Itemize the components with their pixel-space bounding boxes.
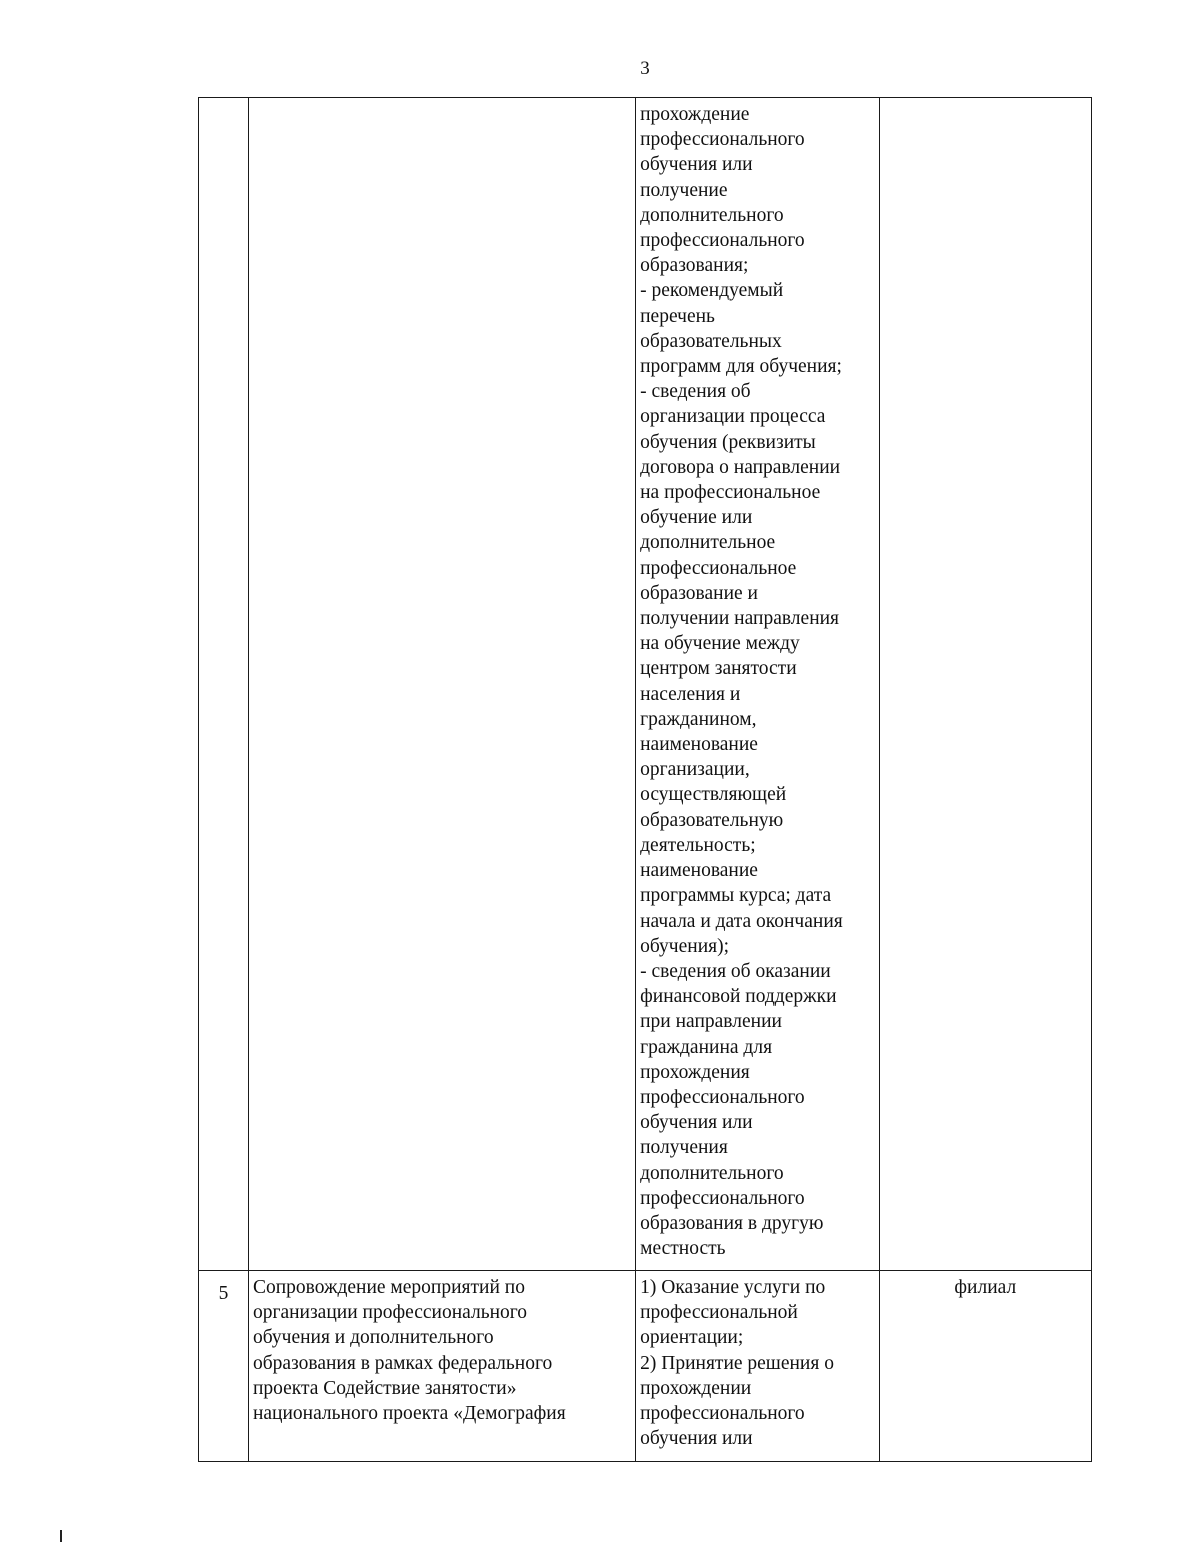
text-line: обучения или <box>640 1428 753 1450</box>
text-line: обучения или <box>640 1112 753 1134</box>
table-row-continued <box>199 98 1092 1271</box>
text-line: проекта Содействие занятости» <box>252 1377 517 1399</box>
text-line: образование и <box>640 582 758 604</box>
text-line: программы курса; дата <box>640 885 832 907</box>
text-line: дополнительное <box>640 532 776 554</box>
executor-cell <box>879 98 1091 1271</box>
text-line: начала и дата окончания <box>640 910 843 932</box>
text-line: гражданином, <box>640 708 757 730</box>
text-line: - рекомендуемый <box>640 280 784 302</box>
text-line: организации процесса <box>640 406 826 428</box>
text-line: образования в другую <box>640 1212 824 1234</box>
executor-cell: филиал <box>879 1271 1091 1462</box>
text-line: перечень <box>640 305 715 327</box>
text-line: деятельность; <box>640 834 756 856</box>
row-number-cell <box>199 98 249 1271</box>
text-line: получении направления <box>640 608 840 630</box>
text-line: обучения и дополнительного <box>252 1327 494 1349</box>
table-row-5 <box>199 1271 1092 1462</box>
text-line: национального проекта «Демография <box>252 1403 566 1425</box>
text-line: Сопровождение мероприятий по <box>252 1277 525 1298</box>
text-line: профессионального <box>640 1403 805 1425</box>
text-line: прохождение <box>640 104 750 125</box>
row-number-cell: 5 <box>199 1271 249 1462</box>
text-line: обучение или <box>640 507 753 529</box>
margin-mark <box>60 1530 62 1542</box>
result-cell <box>636 98 880 1271</box>
text-line: профессионального <box>640 230 805 252</box>
text-line: населения и <box>640 683 741 705</box>
text-line: профессиональной <box>640 1302 798 1324</box>
text-line: на обучение между <box>640 633 800 655</box>
text-line: договора о направлении <box>640 456 841 478</box>
text-line: обучения); <box>640 935 730 957</box>
text-line: профессионального <box>640 129 805 151</box>
measures-table <box>198 97 1092 1462</box>
text-line: программ для обучения; <box>640 356 842 378</box>
text-line: образования в рамках федерального <box>252 1352 553 1374</box>
measure-name-cell <box>248 98 635 1271</box>
text-line: центром занятости <box>640 658 797 680</box>
text-line: 1) Оказание услуги по <box>640 1277 826 1298</box>
text-line: профессионального <box>640 1187 805 1209</box>
text-line: обучения (реквизиты <box>640 431 816 453</box>
text-line: образования; <box>640 255 749 277</box>
text-line: на профессиональное <box>640 482 821 504</box>
text-line: - сведения об <box>640 381 751 403</box>
page-number: 3 <box>640 58 650 79</box>
text-line: организации профессионального <box>252 1302 528 1324</box>
result-cell <box>636 1271 880 1462</box>
text-line: ориентации; <box>640 1327 744 1349</box>
text-line: дополнительного <box>640 1162 784 1184</box>
text-line: дополнительного <box>640 204 784 226</box>
text-line: наименование <box>640 734 758 756</box>
text-line: финансовой поддержки <box>640 986 837 1008</box>
text-line: профессиональное <box>640 557 797 579</box>
text-line: образовательных <box>640 330 782 352</box>
text-line: образовательную <box>640 809 784 831</box>
text-line: - сведения об оказании <box>640 960 831 982</box>
text-line: осуществляющей <box>640 784 787 806</box>
text-line: наименование <box>640 860 758 882</box>
text-line: местность <box>640 1238 726 1260</box>
text-line: 2) Принятие решения о <box>640 1352 834 1374</box>
text-line: при направлении <box>640 1011 782 1033</box>
text-line: получения <box>640 1137 728 1159</box>
text-line: прохождении <box>640 1377 752 1399</box>
text-line: гражданина для <box>640 1036 773 1058</box>
text-line: организации, <box>640 759 750 781</box>
text-line: получение <box>640 179 728 201</box>
text-line: обучения или <box>640 154 753 176</box>
text-line: прохождения <box>640 1061 750 1083</box>
text-line: профессионального <box>640 1086 805 1108</box>
measure-name-cell <box>248 1271 635 1462</box>
